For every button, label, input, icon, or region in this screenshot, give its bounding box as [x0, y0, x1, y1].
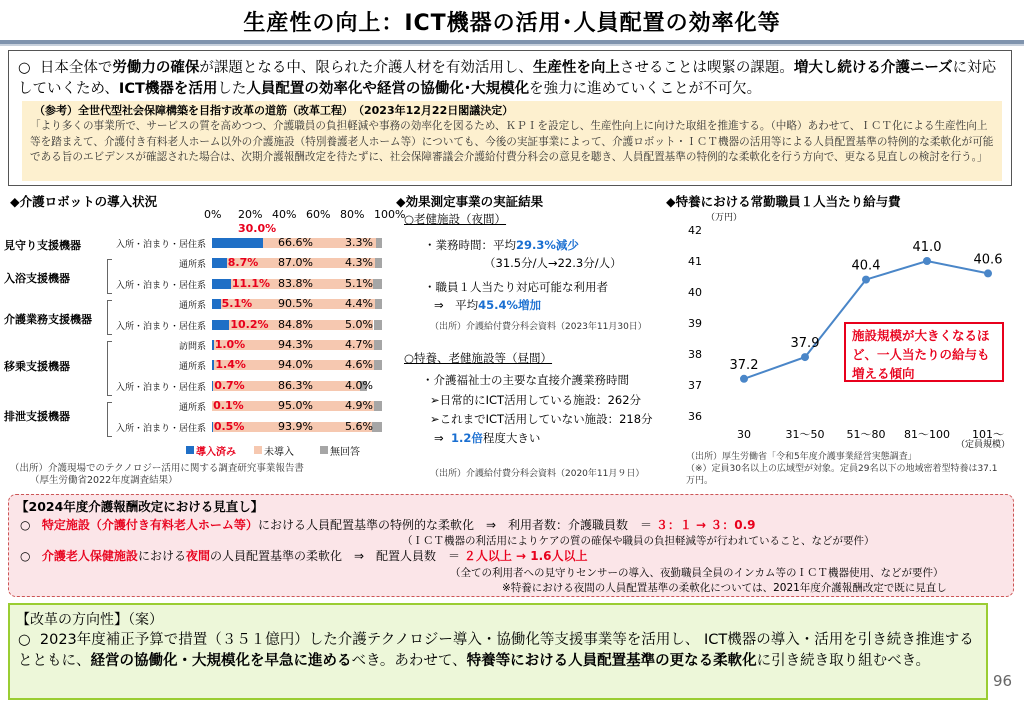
- robot-axis-tick: 40%: [272, 208, 297, 221]
- effect-line1: [424, 237, 579, 253]
- robot-bar-segment: [212, 299, 221, 309]
- robot-row-label: 入所・泊まり・居住系: [115, 321, 206, 332]
- salary-xtick: 101～: [972, 428, 1004, 441]
- title-underline-light: [0, 44, 1024, 46]
- group-label: 排泄支援機器: [4, 410, 70, 423]
- effect-highlight: 45.4%増加: [478, 298, 542, 312]
- reform-text: に引き続き取り組むべき。: [756, 653, 931, 669]
- legend-swatch-introduced: [186, 446, 194, 454]
- robot-heading: ◆介護ロボットの導入状況: [10, 194, 158, 209]
- salary-xtick: 30: [737, 428, 751, 441]
- reference-text: 「より多くの事業所で、サービスの質を高めつつ、介護職員の負担軽減や事務の効率化を図るため、ＫＰＩを設定し、生産性向上に向けた取組を推進する。（中略）あわせて、ＩＣＴ化による生産性向上等を踏まえて、介護付き有料老人ホーム以外の介護施設（特別養護老人ホーム等）についても、今後の実証事業によって、介護ロボット・ＩＣＴ機器の活用等による人員配置基準の特例的な柔軟化が可能である旨のエビデンスが確認された場合は、次期介護報酬改定を待たずに、社会保障審議会介護給付費分科会の意見を聴き、人員配置基準の特例的な柔軟化を行う方向で、更なる見直しの検討を行う。」: [30, 120, 994, 163]
- reform-text: べき。あわせて、: [351, 653, 467, 669]
- effect-highlight: 29.3%減少: [516, 238, 579, 252]
- salary-ytick: 40: [688, 286, 702, 299]
- robot-bar-segment: [374, 360, 382, 370]
- robot-bar-segment: [376, 238, 382, 248]
- intro-bold: 増大し続ける介護ニーズ: [793, 60, 953, 76]
- revision-heading: 【2024年度介護報酬改定における見直し】: [16, 499, 264, 514]
- robot-bar-segment: [212, 320, 229, 330]
- effect-text: ⇒ 平均: [434, 298, 479, 312]
- robot-label-not: 84.8%: [278, 317, 313, 331]
- intro-paragraph: [18, 58, 1006, 100]
- robot-row-label: 通所系: [178, 260, 206, 271]
- robot-row-label: 通所系: [178, 403, 206, 414]
- robot-bar-segment: [373, 279, 382, 289]
- salary-source2: （※）定員30名以上の広域型が対象。定員29名以下の地域密着型特養は37.1万円。: [686, 464, 998, 486]
- legend-swatch-none: [320, 446, 328, 454]
- revision-note3: ※特養における夜間の人員配置基準の柔軟化については、2021年度介護報酬改定で既に見直し: [502, 582, 947, 594]
- effect-sub1: ○老健施設（夜間）: [404, 212, 507, 226]
- robot-row-label: 入所・泊まり・居住系: [115, 240, 206, 250]
- effect-line5: ・介護福祉士の主要な直接介護業務時間: [422, 373, 629, 387]
- robot-label-introduced: 5.1%: [221, 297, 253, 311]
- bullet: ○: [18, 60, 31, 76]
- robot-label-none: 4.3%: [345, 256, 373, 270]
- salary-source1: （出所）厚生労働省「令和5年度介護事業経営実態調査」: [686, 452, 917, 462]
- reform-text: 2023年度補正予算で措置（３５１億円）した介護テクノロジー導入・協働化等支援事業等を活用し、 ICT機器の導入・活用を引き続き推進するとともに、: [18, 632, 974, 669]
- legend-not: 未導入: [264, 447, 294, 458]
- reform-bold: 経営の協働化・大規模化を早急に進める: [90, 653, 352, 669]
- intro-text: した: [217, 81, 247, 97]
- effect-line4: [434, 297, 541, 313]
- effect-line3: ・職員１人当たり対応可能な利用者: [424, 280, 608, 294]
- robot-label-introduced: 8.7%: [227, 256, 259, 270]
- intro-bold: 労働力の確保: [112, 60, 200, 76]
- effect-line8: [434, 430, 540, 446]
- group-label: 移乗支援機器: [4, 360, 70, 373]
- robot-row-label: 通所系: [178, 362, 206, 373]
- salary-point: [984, 269, 992, 277]
- salary-point: [801, 353, 809, 361]
- robot-label-none: 3.3%: [345, 236, 373, 249]
- robot-label-introduced: 0.1%: [213, 399, 244, 413]
- salary-ytick: 37: [688, 379, 702, 392]
- salary-point: [923, 257, 931, 265]
- reform-paragraph: ○ 2023年度補正予算で措置（３５１億円）した介護テクノロジー導入・協働化等支援事業等を活用し、 ICT機器の導入・活用を引き続き推進するとともに、経営の協働化・大規模化を早急に進めるべき。あわせて、特養等における人員配置基準の更なる柔軟化に引き続き取り組むべき。: [18, 632, 974, 669]
- robot-label-none: 4.9%: [345, 399, 373, 413]
- effect-heading: ◆効果測定事業の実証結果: [396, 194, 544, 209]
- robot-label-not: 90.5%: [278, 297, 313, 311]
- intro-text: 日本全体で: [39, 60, 113, 76]
- group-brace: [107, 300, 112, 335]
- intro-text: が課題となる中、限られた介護人材を有効活用し、: [199, 60, 533, 76]
- salary-point-label: 37.9: [790, 336, 820, 352]
- reform-heading: 【改革の方向性】（案）: [16, 612, 163, 628]
- robot-label-not: 95.0%: [278, 399, 313, 413]
- robot-label-none: 5.6%: [345, 419, 373, 433]
- effect-source2: （出所）介護給付費分科会資料（2020年11月９日）: [430, 469, 645, 479]
- revision-staff: ２人以上 → 1.6人以上: [463, 549, 588, 563]
- revision-note2: （全ての利用者への見守りセンサーの導入、夜勤職員全員のインカム等のＩＣＴ機器使用、などが要件）: [450, 567, 944, 579]
- group-label: 介護業務支援機器: [4, 313, 92, 326]
- group-brace: [107, 402, 112, 437]
- robot-bar-segment: [375, 299, 382, 309]
- salary-xtick: 81～100: [904, 428, 950, 441]
- robot-label-not: 83.8%: [278, 276, 313, 290]
- group-label: 見守り支援機器: [4, 239, 81, 252]
- salary-callout: 施設規模が大きくなるほど、一人当たりの給与も増える傾向: [844, 322, 1004, 382]
- robot-label-none: 5.1%: [345, 276, 373, 290]
- robot-label-none: 4.0%: [345, 378, 373, 392]
- salary-point-label: 37.2: [729, 357, 759, 373]
- revision-item2: ○ 介護老人保健施設における夜間の人員配置基準の柔軟化 ⇒ 配置人員数 ＝ ２人以上 → 1.6人以上: [20, 549, 588, 563]
- revision-item1: ○ 特定施設（介護付き有料老人ホーム等）における人員配置基準の特例的な柔軟化 ⇒ 利用者数：介護職員数 ＝ ３：１ → ３：0.9: [20, 518, 756, 532]
- robot-label-not: 94.3%: [278, 338, 313, 351]
- salary-ytick: 42: [688, 224, 702, 237]
- robot-row-label: 入所・泊まり・居住系: [115, 280, 206, 291]
- robot-bar-segment: [375, 258, 382, 268]
- salary-ytick: 39: [688, 317, 702, 330]
- salary-xlabel: （定員規模）: [956, 440, 1011, 450]
- robot-bar-segment: [372, 422, 382, 432]
- robot-label-introduced: 11.1%: [231, 276, 271, 290]
- revision-text: における: [137, 549, 186, 563]
- effect-source1: （出所）介護給付費分科会資料（2023年11月30日）: [430, 322, 647, 332]
- salary-unit: （万円）: [706, 213, 743, 223]
- robot-label-none: 5.0%: [345, 317, 373, 331]
- intro-bold: 生産性を向上: [532, 60, 620, 76]
- robot-label-not: 66.6%: [278, 236, 313, 249]
- salary-ytick: 41: [688, 255, 702, 268]
- intro-text: させることは喫緊の課題。: [619, 60, 794, 76]
- robot-axis-tick: 80%: [340, 208, 365, 221]
- page-title: 生産性の向上：ICT機器の活用･人員配置の効率化等: [243, 11, 781, 36]
- revision-text: の人員配置基準の柔軟化 ⇒ 配置人員数 ＝: [209, 549, 461, 563]
- robot-source: （出所）介護現場でのテクノロジー活用に関する調査研究事業報告書: [10, 463, 304, 474]
- robot-label-not: 87.0%: [278, 256, 313, 270]
- revision-note1: （ＩＣＴ機器の利活用によりケアの質の確保や職員の負担軽減等が行われていること、などが要件）: [402, 535, 875, 547]
- robot-bar-segment: [374, 320, 383, 330]
- revision-ratio: ３：１ → ３：0.9: [655, 518, 756, 532]
- robot-label-introduced: 0.5%: [213, 419, 245, 433]
- salary-point-label: 40.4: [851, 258, 881, 274]
- effect-highlight: 1.2倍: [450, 431, 483, 445]
- robot-label-none: 4.4%: [345, 297, 373, 311]
- effect-text: ⇒: [434, 431, 444, 445]
- robot-label-not: 94.0%: [278, 358, 313, 372]
- robot-bar-segment: [374, 340, 382, 350]
- group-brace: [107, 259, 112, 294]
- effect-line6: ➢日常的にICT活用している施設：262分: [430, 393, 642, 407]
- legend-none: 無回答: [330, 447, 360, 458]
- robot-bar-segment: [374, 401, 382, 411]
- robot-axis-tick: 60%: [306, 208, 331, 221]
- robot-axis-tick: 0%: [204, 208, 222, 221]
- robot-row-label: 入所・泊まり・居住系: [115, 423, 206, 434]
- reference-heading: （参考）全世代型社会保障構築を目指す改革の道筋（改革工程） （2023年12月22日閣議決定）: [34, 104, 514, 117]
- robot-bar-segment: [212, 279, 231, 289]
- salary-point: [740, 375, 748, 383]
- robot-label-none: 4.6%: [345, 358, 373, 372]
- salary-ytick: 36: [688, 410, 702, 423]
- legend-introduced: 導入済み: [196, 447, 236, 458]
- robot-label-introduced: 1.4%: [215, 358, 246, 372]
- salary-point-label: 41.0: [912, 240, 942, 255]
- revision-facility: 介護老人保健施設: [41, 549, 138, 563]
- salary-xtick: 51～80: [846, 428, 886, 441]
- salary-point: [862, 276, 870, 284]
- effect-text: 程度大きい: [482, 431, 541, 445]
- group-label: 入浴支援機器: [4, 272, 70, 285]
- reform-bold: 特養等における人員配置基準の更なる柔軟化: [466, 653, 757, 669]
- salary-xtick: 31～50: [785, 428, 825, 441]
- intro-text: を強力に進めていくことが不可欠。: [529, 81, 762, 97]
- revision-facility: 特定施設（介護付き有料老人ホーム等）: [41, 518, 258, 532]
- effect-line2: （31.5分/人→22.3分/人）: [484, 256, 622, 270]
- intro-bold: ICT機器を活用: [118, 81, 218, 97]
- effect-line7: ➢これまでICT活用していない施設：218分: [430, 412, 653, 426]
- page-number: 96: [993, 672, 1013, 690]
- robot-label-not: 93.9%: [278, 419, 313, 433]
- robot-bar-segment: [212, 238, 263, 248]
- robot-row-label: 通所系: [178, 301, 206, 312]
- robot-label-none: 4.7%: [345, 338, 373, 351]
- salary-ytick: 38: [688, 348, 702, 361]
- robot-label-introduced: 30.0%: [238, 222, 277, 235]
- robot-label-introduced: 1.0%: [214, 338, 246, 351]
- intro-text: に対応していくため、: [18, 60, 997, 97]
- effect-text: ・業務時間：平均: [424, 238, 516, 252]
- revision-night: 夜間: [185, 549, 210, 563]
- intro-bold: 人員配置の効率化や経営の協働化･大規模化: [246, 81, 530, 97]
- robot-bar-segment: [212, 258, 227, 268]
- robot-label-introduced: 0.7%: [214, 378, 245, 392]
- effect-sub2: ○特養、老健施設等（昼間）: [404, 351, 553, 365]
- robot-label-introduced: 10.2%: [230, 317, 269, 331]
- robot-row-label: 入所・泊まり・居住系: [115, 382, 206, 393]
- salary-point-label: 40.6: [973, 252, 1003, 268]
- robot-label-not: 86.3%: [278, 378, 313, 392]
- salary-heading: ◆特養における常勤職員１人当たり給与費: [666, 194, 901, 209]
- legend-swatch-not: [254, 446, 262, 454]
- robot-row-label: 訪問系: [178, 342, 206, 352]
- robot-source-2: （厚生労働省2022年度調査結果）: [30, 475, 178, 486]
- revision-text: における人員配置基準の特例的な柔軟化 ⇒ 利用者数：介護職員数 ＝: [257, 518, 652, 532]
- robot-axis-tick: 20%: [238, 208, 263, 221]
- group-brace: [107, 341, 112, 396]
- robot-axis-tick: 100%: [374, 208, 406, 221]
